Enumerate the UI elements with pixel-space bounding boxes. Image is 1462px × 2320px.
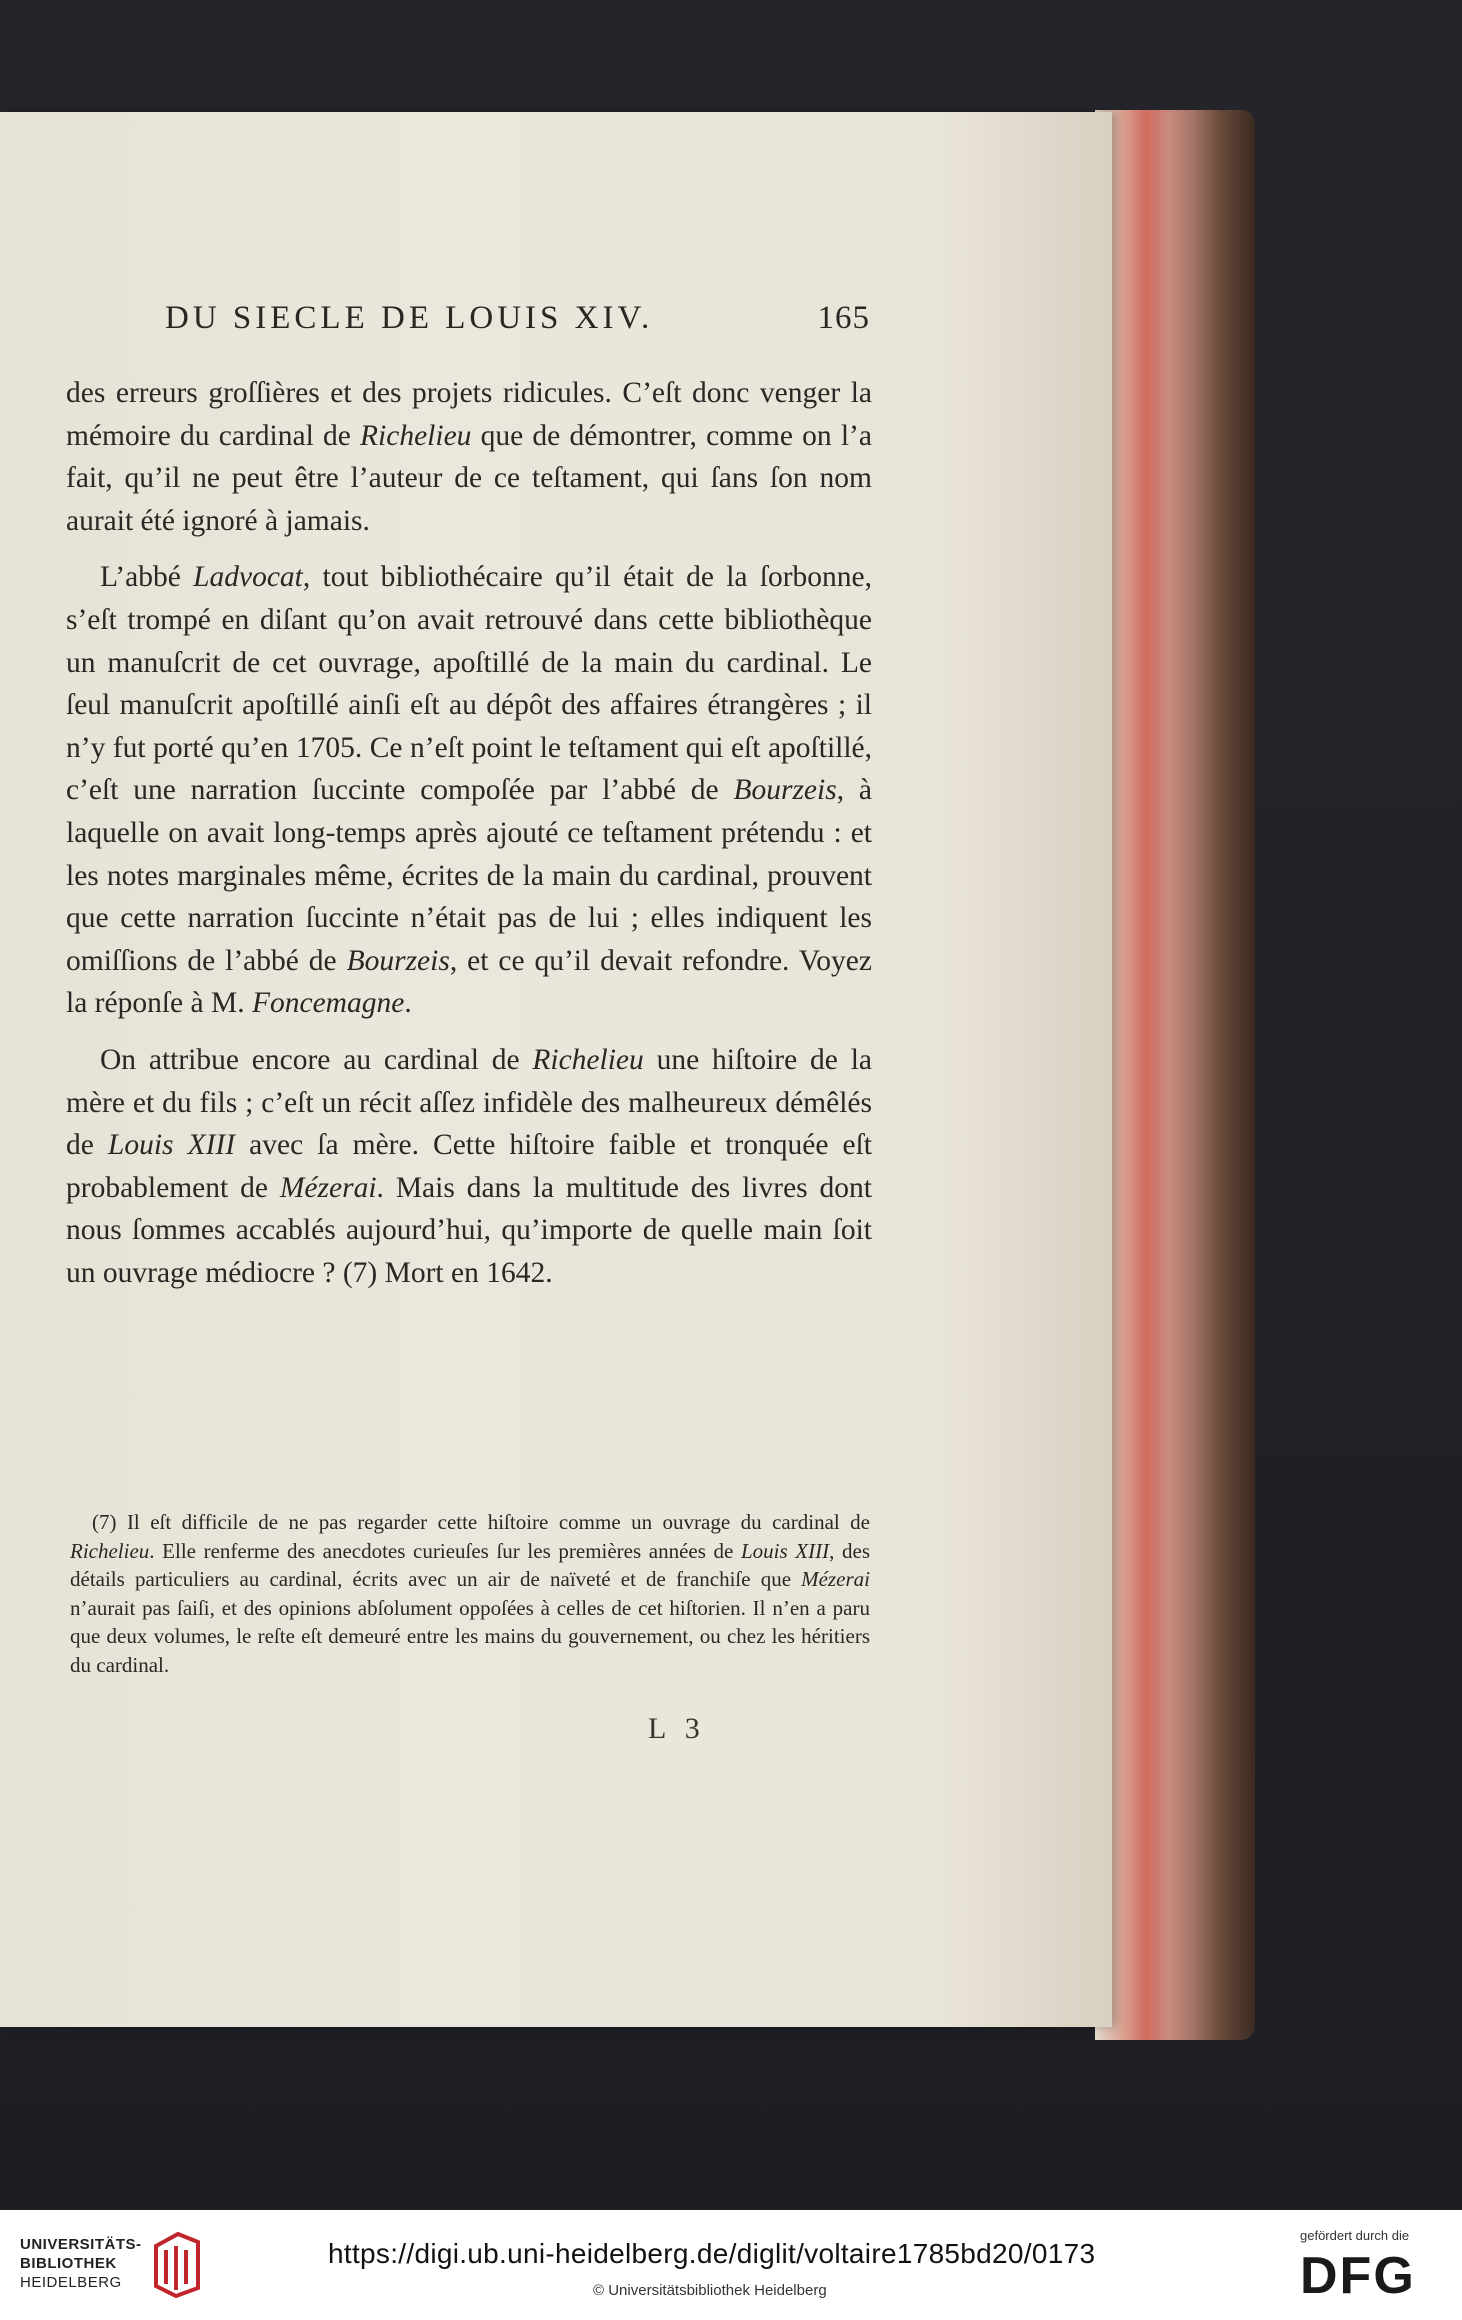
text-run: . [404,987,412,1020]
text-run: . Elle renferme des anecdotes curieuſes ſur les premières années de [149,1538,741,1563]
dfg-wordmark: DFG [1300,2247,1416,2305]
italic-name: Richelieu [70,1538,150,1563]
footer-bar [0,2210,1462,2320]
text-run: , et ce qu’il devait refondre. Voyez la réponſe à M. [66,944,872,1020]
dfg-logo[interactable] [1300,2228,1450,2308]
italic-name: Richelieu [360,419,472,452]
italic-name: Bourzeis [733,774,837,807]
italic-name: Ladvocat [193,561,303,594]
permalink-url[interactable]: https://digi.ub.uni-heidelberg.de/diglit/voltaire1785bd20/0173 [328,2238,1096,2269]
book-page-edges [1095,110,1255,2040]
text-run: une hiſtoire de la mère et du fils ; c’eſt un récit aſſez infidèle des malheureux démêlés de [66,1043,872,1162]
library-name-line2: BIBLIOTHEK [20,2255,117,2272]
text-run: , des détails particuliers au cardinal, écrits avec un air de naïveté et de franchiſe que [70,1538,870,1591]
text-run: L’abbé [100,561,194,594]
italic-name: Bourzeis [346,944,450,977]
text-run: avec ſa mère. Cette hiſtoire faible et tronquée eſt probablement de [66,1129,872,1204]
text-run: des erreurs groſſières et des projets ridicules. C’eſt donc venger la mémoire du cardinal de [66,377,872,452]
paragraph [66,556,872,1025]
footnote [70,1508,870,1679]
italic-name: Mézerai [801,1567,870,1591]
text-run: On attribue encore au cardinal de [100,1043,533,1076]
text-run: que de démontrer, comme on l’a fait, qu’il ne peut être l’auteur de ce teſtament, qui ſans ſon nom aurait été ignoré à jamais. [66,419,872,537]
footnote-text [70,1508,870,1679]
running-title: DU SIECLE DE LOUIS XIV. [165,300,654,336]
italic-name: Louis XIII [741,1538,830,1563]
library-name-line3: HEIDELBERG [20,2274,122,2291]
library-emblem-icon [148,2228,204,2298]
signature-mark: L 3 [648,1712,706,1745]
text-run: , tout bibliothécaire qu’il était de la ſorbonne, s’eſt trompé en diſant qu’on avait retrouvé dans cette bibliothèque un manuſcrit de cet ouvrage, apoſtillé de la main du cardinal. Le ſeul manuſcrit apoſtillé ainſi eſt au dépôt des affaires étrangères ; il n’y fut porté qu’en 1705. Ce n’eſt point le teſtament qui eſt apoſtillé, c’eſt une narration ſuccinte compoſée par l’abbé de [66,561,873,807]
italic-name: Mézerai [279,1171,377,1204]
funded-by-label: gefördert durch die [1300,2228,1410,2243]
text-run: , à laquelle on avait long-temps après ajouté ce teſtament prétendu : et les notes marginales même, écrites de la main du cardinal, prouvent que cette narration ſuccinte n’était pas de lui ; elles indiquent les omiſſions de l’abbé de [66,774,873,977]
page-number: 165 [817,300,870,336]
library-name-line1: UNIVERSITÄTS- [20,2236,142,2253]
paragraph [66,372,872,542]
main-text [66,372,872,1294]
text-run: . Mais dans la multitude des livres dont nous ſommes accablés aujourd’hui, qu’importe de quelle main ſoit un ouvrage médiocre ? (7) Mort en 1642. [66,1171,872,1289]
italic-name: Louis XIII [107,1129,236,1162]
text-run: (7) Il eſt difficile de ne pas regarder cette hiſtoire comme un ouvrage du cardinal de [92,1510,870,1534]
paragraph [66,1039,872,1295]
copyright-notice: © Universitätsbibliothek Heidelberg [593,2282,827,2299]
italic-name: Richelieu [532,1043,644,1076]
text-run: n’aurait pas ſaiſi, et des opinions abſolument oppoſées à celles de cet hiſtorien. Il n’en a paru que deux volumes, le reſte eſt demeuré entre les mains du gouvernement, ou chez les héritiers du cardinal. [70,1595,870,1677]
italic-name: Foncemagne [251,987,405,1020]
